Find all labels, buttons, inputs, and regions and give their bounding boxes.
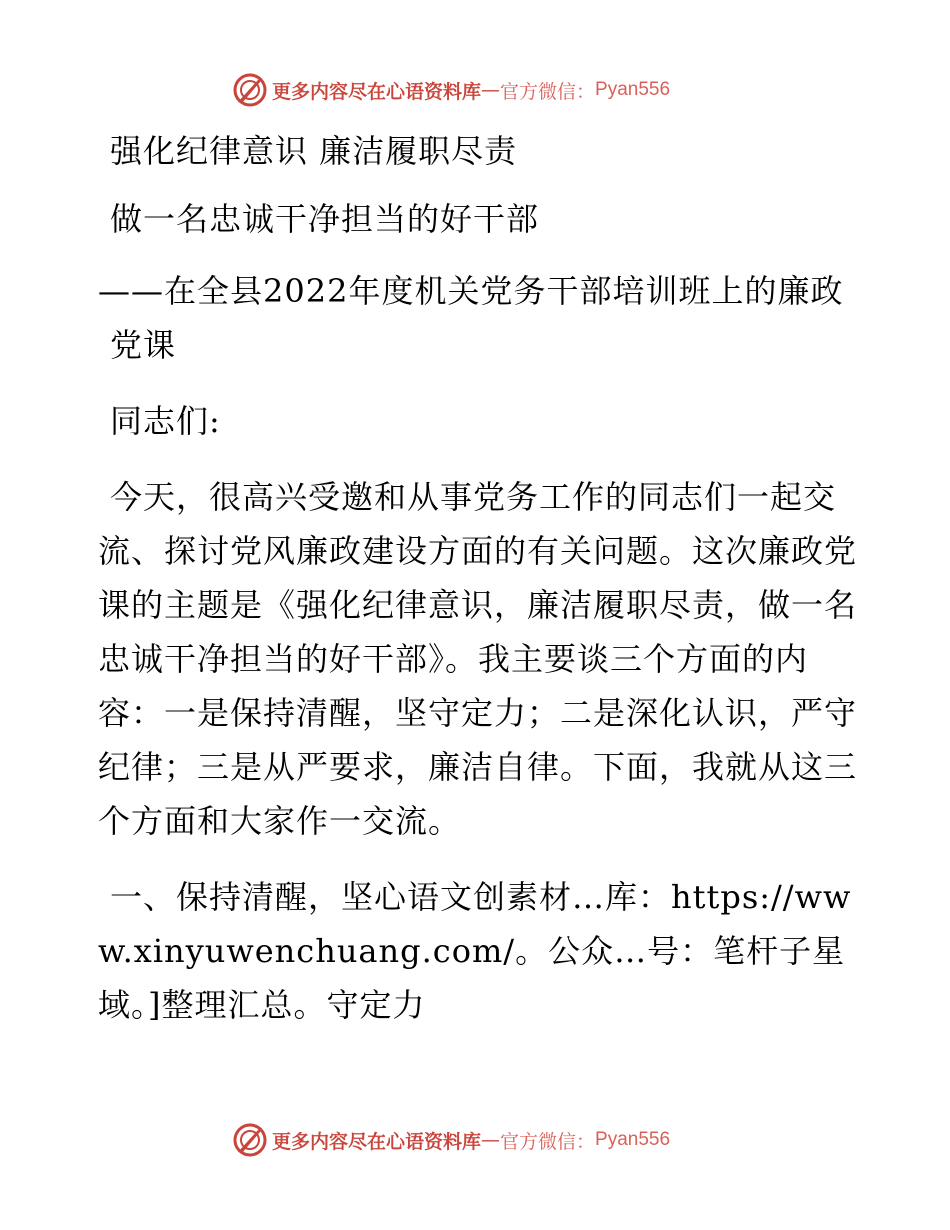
section-1-heading bbox=[98, 870, 858, 1032]
quill-pen-circle-icon bbox=[232, 1122, 268, 1158]
banner-site-text: 更多内容尽在心语资料库 bbox=[272, 80, 482, 103]
document-subtitle-text: ——在全县2022年度机关党务干部培训班上的廉政党课 bbox=[98, 272, 844, 364]
banner-site-text: 更多内容尽在心语资料库 bbox=[272, 1130, 482, 1153]
document-title-line-1: 强化纪律意识 廉洁履职尽责 bbox=[110, 132, 518, 170]
salutation: 同志们: bbox=[110, 402, 221, 440]
quill-pen-circle-icon bbox=[232, 72, 268, 108]
banner-wechat-label: 官方微信： bbox=[500, 1130, 596, 1153]
section-1-heading-text: 一、保持清醒，坚心语文创素材…库：https://www.xinyuwenchuang.com/。公众…号：笔杆子星域。]整理汇总。守定力 bbox=[98, 878, 852, 1024]
footer-watermark-banner bbox=[232, 1120, 670, 1160]
document-subtitle bbox=[98, 264, 858, 372]
header-watermark-banner bbox=[232, 70, 670, 110]
paragraph-intro-text: 今天，很高兴受邀和从事党务工作的同志们一起交流、探讨党风廉政建设方面的有关问题。这次廉政党课的主题是《强化纪律意识，廉洁履职尽责，做一名忠诚干净担当的好干部》。我主要谈三个方面的内容：一是保持清醒，坚守定力；二是深化认识，严守纪律；三是从严要求，廉洁自律。下面，我就从这三个方面和大家作一交流。 bbox=[98, 478, 858, 840]
paragraph-intro bbox=[98, 470, 858, 848]
banner-separator: — bbox=[481, 79, 501, 101]
banner-wechat-id: Pyan556 bbox=[595, 1129, 671, 1150]
banner-wechat-id: Pyan556 bbox=[595, 79, 671, 100]
banner-separator: — bbox=[481, 1129, 501, 1151]
banner-wechat-label: 官方微信： bbox=[500, 80, 596, 103]
document-body bbox=[98, 124, 858, 1032]
document-title-line-2: 做一名忠诚干净担当的好干部 bbox=[110, 200, 540, 238]
